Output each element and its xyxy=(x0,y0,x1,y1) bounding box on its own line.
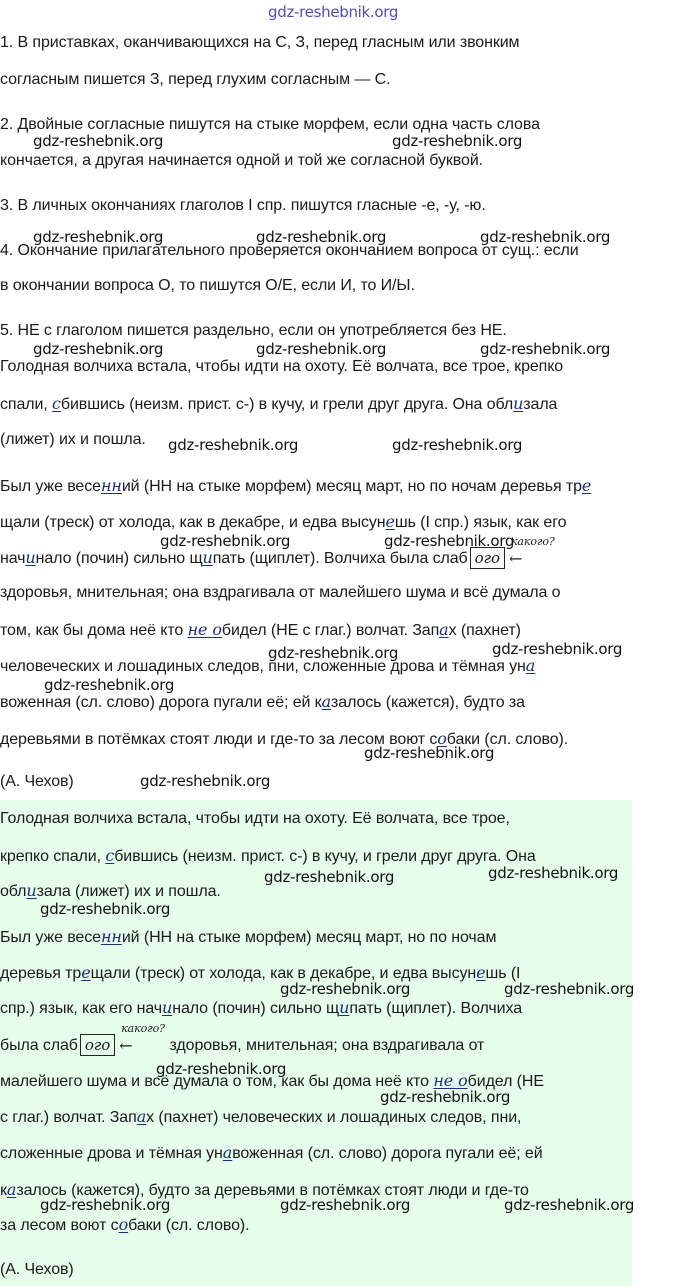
watermark: gdz-reshebnik.org xyxy=(488,864,619,882)
text1-line-10: воженная (сл. слово) дорога пугали её; ей казалось (кажется), будто за xyxy=(0,692,525,711)
watermark: gdz-reshebnik.org xyxy=(480,340,611,358)
text1-line-4: Был уже весенний (НН на стыке морфем) месяц март, но по ночам деревья тре xyxy=(0,476,592,495)
text2-line-7: была слаб ого какого? ← здоровья, мнительная; она вздрагивала от xyxy=(0,1021,485,1055)
text2-line-6: спр.) язык, как его начинало (почин) сильно щипать (щиплет). Волчиха xyxy=(0,998,522,1017)
rule-4-line-1: 4. Окончание прилагательного проверяется окончанием вопроса от сущ.: если xyxy=(0,242,579,259)
watermark: gdz-reshebnik.org xyxy=(168,436,299,454)
watermark: gdz-reshebnik.org xyxy=(280,1196,411,1214)
rule-1-line-1: 1. В приставках, оканчивающихся на С, З, перед гласным или звонким xyxy=(0,34,520,51)
text1-line-8: том, как бы дома неё кто не обидел (НЕ с глаг.) волчат. Запах (пахнет) xyxy=(0,620,521,639)
watermark: gdz-reshebnik.org xyxy=(40,900,171,918)
watermark: gdz-reshebnik.org xyxy=(40,1196,171,1214)
question-note: какого? ← xyxy=(508,534,555,568)
rule-5-line-1: 5. НЕ с глаголом пишется раздельно, если он употребляется без НЕ. xyxy=(0,322,507,339)
question-note-2: какого? ← xyxy=(119,1021,165,1055)
watermark: gdz-reshebnik.org xyxy=(256,340,387,358)
text2-line-4: Был уже весенний (НН на стыке морфем) месяц март, но по ночам xyxy=(0,927,497,946)
text1-line-7: здоровья, мнительная; она вздрагивала от малейшего шума и всё думала о xyxy=(0,584,561,601)
watermark: gdz-reshebnik.org xyxy=(392,132,523,150)
text2-line-5: деревья трещали (треск) от холода, как в декабре, и едва высунешь (I xyxy=(0,963,521,982)
text1-author: (А. Чехов) xyxy=(0,773,74,790)
text1-line-11: деревьями в потёмках стоят люди и где-то за лесом воют собаки (сл. слово). xyxy=(0,729,569,748)
rule-2-line-1: 2. Двойные согласные пишутся на стыке морфем, если одна часть слова xyxy=(0,116,540,133)
rule-1-line-2: согласным пишется З, перед глухим согласным — С. xyxy=(0,71,391,88)
text1-line-9: человеческих и лошадиных следов, пни, сложенные дрова и тёмная уна xyxy=(0,656,536,675)
text2-line-8: малейшего шума и всё думала о том, как бы дома неё кто не обидел (НЕ xyxy=(0,1071,544,1090)
watermark: gdz-reshebnik.org xyxy=(140,772,271,790)
watermark: gdz-reshebnik.org xyxy=(156,1060,287,1078)
site-header-link[interactable]: gdz-reshebnik.org xyxy=(268,3,399,21)
case-ending-box: ого xyxy=(470,547,505,569)
text2-line-2: крепко спали, сбившись (неизм. прист. с-) в кучу, и грели друг друга. Она xyxy=(0,846,536,865)
watermark: gdz-reshebnik.org xyxy=(492,640,623,658)
watermark: gdz-reshebnik.org xyxy=(504,980,635,998)
text1-line-2: спали, сбившись (неизм. прист. с-) в кучу, и грели друг друга. Она облизала xyxy=(0,394,558,413)
text2-line-3: облизала (лижет) их и пошла. xyxy=(0,881,221,900)
rule-4-line-2: в окончании вопроса О, то пишутся О/Е, если И, то И/Ы. xyxy=(0,277,415,294)
text2-line-10: сложенные дрова и тёмная унавоженная (сл. слово) дорога пугали её; ей xyxy=(0,1143,543,1162)
watermark: gdz-reshebnik.org xyxy=(480,228,611,246)
text2-author: (А. Чехов) xyxy=(0,1261,74,1278)
watermark: gdz-reshebnik.org xyxy=(392,436,523,454)
arrow-left-icon: ← xyxy=(508,548,523,568)
text1-line-6: начинало (почин) сильно щипать (щиплет). Волчиха была слаб ого какого? ← xyxy=(0,534,555,568)
rule-2-line-2: кончается, а другая начинается одной и той же согласной буквой. xyxy=(0,152,484,169)
watermark: gdz-reshebnik.org xyxy=(33,132,164,150)
text2-line-12: за лесом воют собаки (сл. слово). xyxy=(0,1215,250,1234)
watermark: gdz-reshebnik.org xyxy=(160,532,291,550)
text1-line-1: Голодная волчиха встала, чтобы идти на охоту. Её волчата, все трое, крепко xyxy=(0,358,564,375)
watermark: gdz-reshebnik.org xyxy=(44,676,175,694)
watermark: gdz-reshebnik.org xyxy=(33,228,164,246)
arrow-left-icon-2: ← xyxy=(119,1035,133,1055)
text1-line-5: щали (треск) от холода, как в декабре, и едва высунешь (I спр.) язык, как его xyxy=(0,512,567,531)
watermark: gdz-reshebnik.org xyxy=(384,532,515,550)
text1-line-3: (лижет) их и пошла. xyxy=(0,431,146,448)
watermark: gdz-reshebnik.org xyxy=(364,744,495,762)
watermark: gdz-reshebnik.org xyxy=(280,980,411,998)
watermark: gdz-reshebnik.org xyxy=(264,868,395,886)
rule-3-line-1: 3. В личных окончаниях глаголов I спр. пишутся гласные -е, -у, -ю. xyxy=(0,197,486,214)
watermark: gdz-reshebnik.org xyxy=(268,644,399,662)
text2-line-9: с глаг.) волчат. Запах (пахнет) человеческих и лошадиных следов, пни, xyxy=(0,1107,522,1126)
watermark: gdz-reshebnik.org xyxy=(504,1196,635,1214)
text2-line-11: казалось (кажется), будто за деревьями в потёмках стоят люди и где-то xyxy=(0,1180,529,1199)
case-ending-box-2: ого xyxy=(80,1034,115,1056)
watermark: gdz-reshebnik.org xyxy=(380,1088,511,1106)
watermark: gdz-reshebnik.org xyxy=(256,228,387,246)
text2-line-1: Голодная волчиха встала, чтобы идти на охоту. Её волчата, все трое, xyxy=(0,810,510,827)
watermark: gdz-reshebnik.org xyxy=(33,340,164,358)
